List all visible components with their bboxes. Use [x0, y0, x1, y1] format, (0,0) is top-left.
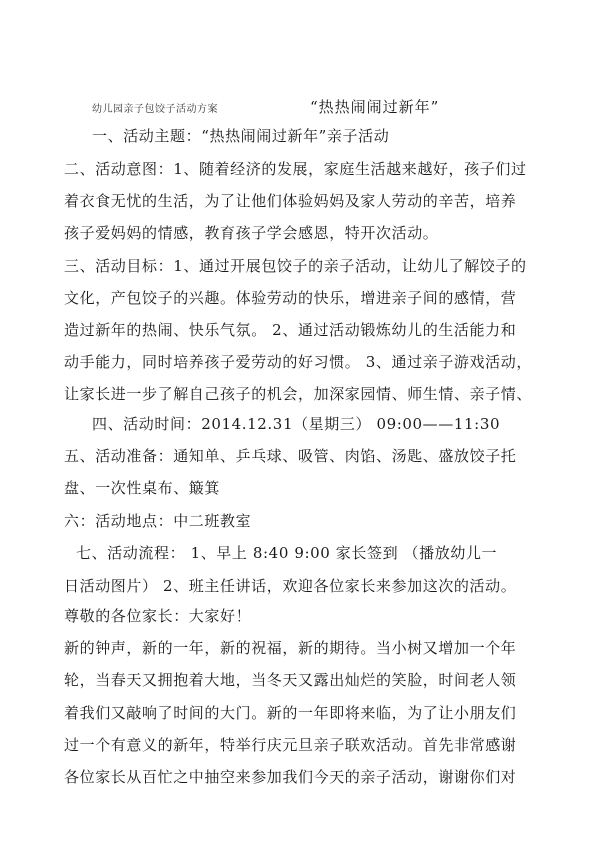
- paragraph-line: 三、活动目标：1、通过开展包饺子的亲子活动，让幼儿了解饺子的: [64, 257, 527, 275]
- paragraph-line: 各位家长从百忙之中抽空来参加我们今天的亲子活动，谢谢你们对: [64, 768, 517, 786]
- paragraph-line: 五、活动准备：通知单、乒乓球、吸管、肉馅、汤匙、盛放饺子托: [64, 447, 517, 465]
- paragraph-line: 着衣食无忧的生活，为了让他们体验妈妈及家人劳动的辛苦，培养: [64, 192, 517, 210]
- document-title: “热热闹闹过新年”: [310, 98, 440, 116]
- paragraph-line: 文化，产包饺子的兴趣。体验劳动的快乐，增进亲子间的感情，营: [64, 289, 517, 307]
- paragraph-line: 四、活动时间：2014.12.31（星期三） 09:00——11:30: [92, 415, 501, 433]
- paragraph-line: 一、活动主题：“热热闹闹过新年”亲子活动: [92, 127, 390, 145]
- paragraph-line: 轮，当春天又拥抱着大地，当冬天又露出灿烂的笑脸，时间老人领: [64, 671, 517, 689]
- paragraph-line: 造过新年的热闹、快乐气氛。 2、通过活动锻炼幼儿的生活能力和: [64, 321, 517, 339]
- paragraph-line: 盘、一次性桌布、簸箕: [64, 479, 221, 497]
- paragraph-line: 动手能力，同时培养孩子爱劳动的好习惯。 3、通过亲子游戏活动，: [64, 353, 532, 371]
- paragraph-line: 让家长进一步了解自己孩子的机会，加深家园情、师生情、亲子情、: [64, 385, 533, 403]
- paragraph-line: 日活动图片） 2、班主任讲话，欢迎各位家长来参加这次的活动。: [64, 577, 517, 595]
- document-header: [92, 96, 552, 116]
- paragraph-line: 七、活动流程： 1、早上 8:40 9:00 家长签到 （播放幼儿一: [76, 544, 498, 562]
- paragraph-line: 着我们又敲响了时间的大门。新的一年即将来临，为了让小朋友们: [64, 704, 517, 722]
- paragraph-line: 孩子爱妈妈的情感，教育孩子学会感恩，特开次活动。: [64, 224, 439, 242]
- paragraph-line: 尊敬的各位家长：大家好！: [64, 607, 252, 625]
- paragraph-line: 新的钟声，新的一年，新的祝福，新的期待。当小树又增加一个年: [64, 639, 517, 657]
- document-label: 幼儿园亲子包饺子活动方案: [92, 104, 218, 115]
- paragraph-line: 过一个有意义的新年，特举行庆元旦亲子联欢活动。首先非常感谢: [64, 736, 517, 754]
- paragraph-line: 六：活动地点：中二班教室: [64, 512, 252, 530]
- paragraph-line: 二、活动意图：1、随着经济的发展，家庭生活越来越好，孩子们过: [64, 160, 527, 178]
